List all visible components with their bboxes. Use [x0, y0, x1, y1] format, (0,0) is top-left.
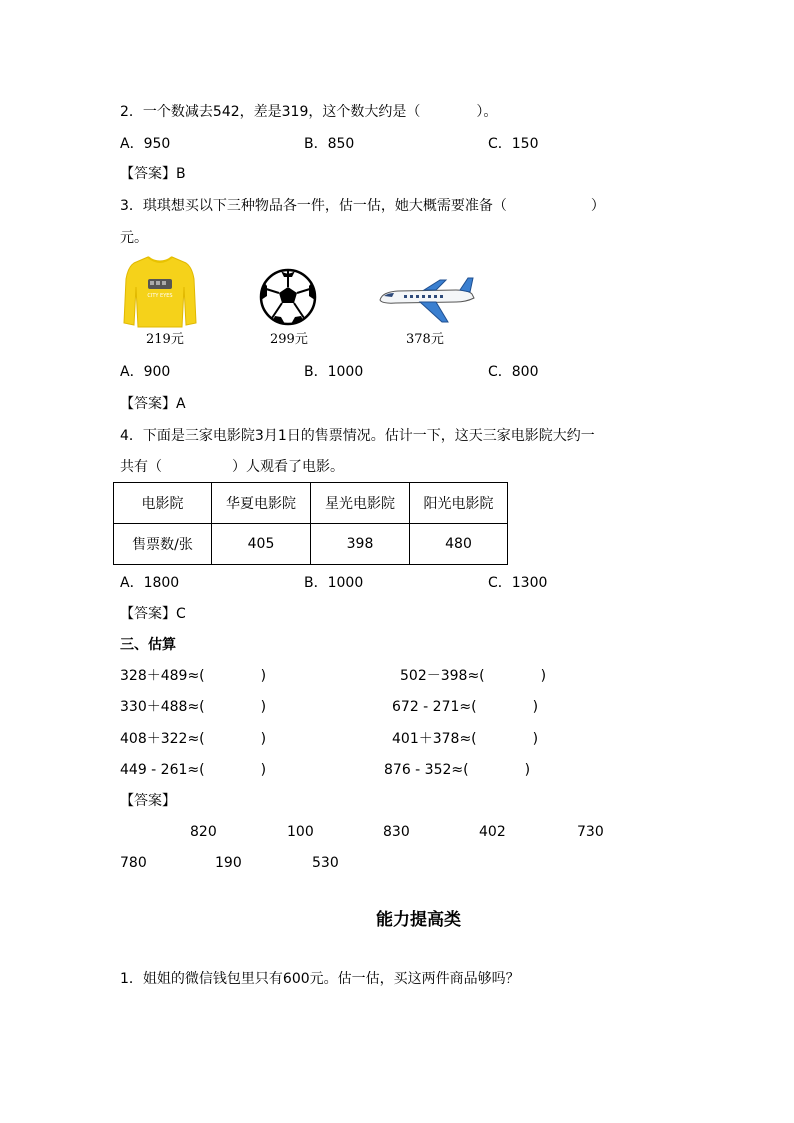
estimate-answer: 100	[287, 824, 314, 840]
q4-option-a: A．1800	[120, 575, 180, 591]
estimate-problem: 328＋489≈( )	[120, 668, 267, 684]
section-title-advanced: 能力提高类	[376, 910, 461, 930]
estimate-answer: 820	[190, 824, 217, 840]
q4-stem-line2: 共有（ ）人观看了电影。	[120, 459, 344, 475]
table-cell: 405	[212, 524, 311, 565]
q2-answer: 【答案】B	[120, 166, 186, 182]
estimate-answer: 402	[479, 824, 506, 840]
q3-option-a: A．900	[120, 364, 171, 380]
table-cell: 480	[410, 524, 508, 565]
q3-answer: 【答案】A	[120, 396, 186, 412]
table-cell: 售票数/张	[114, 524, 212, 565]
q3-price-ball: 299元	[270, 332, 308, 347]
advanced-q1-stem: 1．姐姐的微信钱包里只有600元。估一估，买这两件商品够吗？	[120, 971, 520, 987]
svg-text:CITY EYES: CITY EYES	[147, 293, 173, 299]
q2-stem: 2．一个数减去542，差是319，这个数大约是（ ）。	[120, 104, 498, 120]
q4-option-b: B．1000	[304, 575, 364, 591]
ticket-sales-table	[113, 482, 508, 565]
q2-option-a: A．950	[120, 136, 171, 152]
estimate-problem: 330＋488≈( )	[120, 699, 267, 715]
table-header-cell: 阳光电影院	[410, 483, 508, 524]
estimate-problem: 408＋322≈( )	[120, 731, 267, 747]
table-header-cell: 星光电影院	[311, 483, 410, 524]
estimate-problem: 876 - 352≈( )	[384, 762, 531, 778]
q2-option-b: B．850	[304, 136, 355, 152]
q3-price-plane: 378元	[406, 332, 444, 347]
q4-answer: 【答案】C	[120, 606, 186, 622]
soccer-ball-icon	[259, 268, 317, 326]
q2-option-c: C．150	[488, 136, 539, 152]
table-row	[114, 524, 508, 565]
section-title-estimate: 三、估算	[120, 637, 176, 653]
table-header-cell: 华夏电影院	[212, 483, 311, 524]
sweater-icon	[122, 253, 198, 331]
estimate-answer: 530	[312, 855, 339, 871]
estimate-problem: 401＋378≈( )	[392, 731, 539, 747]
q4-option-c: C．1300	[488, 575, 548, 591]
estimate-answer: 730	[577, 824, 604, 840]
estimate-answer-label: 【答案】	[120, 793, 176, 809]
estimate-answer: 190	[215, 855, 242, 871]
table-header-row	[114, 483, 508, 524]
q3-option-b: B．1000	[304, 364, 364, 380]
estimate-problem: 449 - 261≈( )	[120, 762, 267, 778]
q3-stem-line1: 3．琪琪想买以下三种物品各一件，估一估，她大概需要准备（ ）	[120, 198, 605, 214]
estimate-answer: 780	[120, 855, 147, 871]
q4-stem-line1: 4．下面是三家电影院3月1日的售票情况。估计一下，这天三家电影院大约一	[120, 428, 595, 444]
estimate-answer: 830	[383, 824, 410, 840]
q3-price-sweater: 219元	[146, 332, 184, 347]
q3-option-c: C．800	[488, 364, 539, 380]
airplane-icon	[376, 276, 476, 326]
table-header-cell: 电影院	[114, 483, 212, 524]
estimate-problem: 672 - 271≈( )	[392, 699, 539, 715]
estimate-problem: 502－398≈( )	[400, 668, 547, 684]
q3-stem-line2: 元。	[120, 230, 148, 246]
table-cell: 398	[311, 524, 410, 565]
